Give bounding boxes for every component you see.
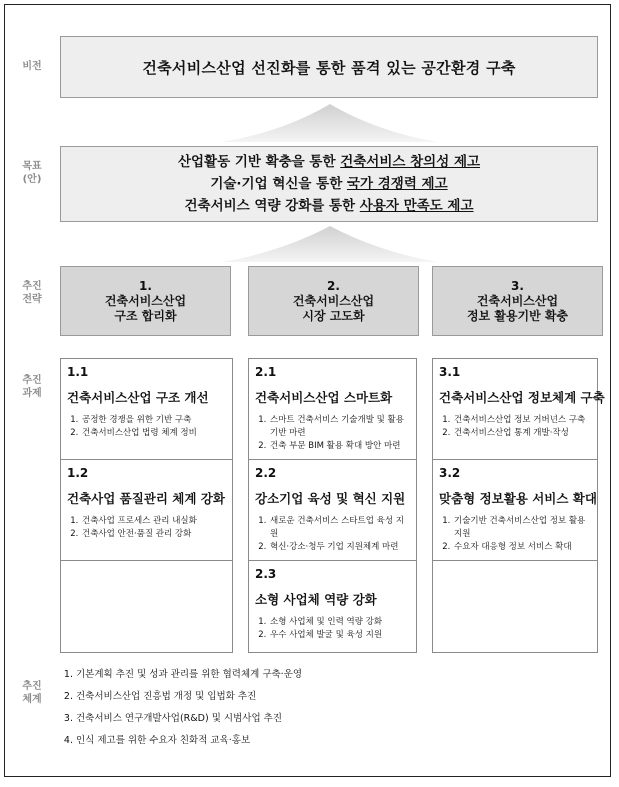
task-empty: [432, 560, 598, 653]
goal-line: 기술·기업 혁신을 통한 국가 경쟁력 제고: [210, 176, 448, 192]
label-strategy: 추진 전략: [22, 281, 42, 305]
system-item: 2. 건축서비스산업 진흥법 개정 및 입법화 추진: [76, 686, 302, 708]
label-vision: 비전: [22, 61, 42, 72]
system-item: 1. 기본계획 추진 및 성과 관리를 위한 협력체계 구축·운영: [76, 664, 302, 686]
system-item: 3. 건축서비스 연구개발사업(R&D) 및 시범사업 추진: [76, 708, 302, 730]
label-goal: 목표 (안): [22, 161, 42, 185]
system-item: 4. 인식 제고를 위한 수요자 친화적 교육·홍보: [76, 730, 302, 752]
vision-box: [60, 36, 598, 98]
strategy-1: 1. 건축서비스산업 구조 합리화: [60, 266, 231, 336]
strategy-2: 2. 건축서비스산업 시장 고도화: [248, 266, 419, 336]
label-system: 추진 체계: [22, 681, 42, 705]
goal-line: 건축서비스 역량 강화를 통한 사용자 만족도 제고: [184, 198, 474, 214]
task-3-1: 3.1 건축서비스산업 정보체계 구축 1. 건축서비스산업 정보 거버넌스 구축 2. 건축서비스산업 통계 개발·작성: [432, 358, 598, 460]
up-arrow-icon: [220, 102, 440, 144]
task-2-2: 2.2 강소기업 육성 및 혁신 지원 1. 새로운 건축서비스 스타트업 육성 지원 2. 혁신·강소·청두 기업 지원체계 마련: [248, 459, 417, 561]
up-arrow-icon: [220, 224, 440, 264]
task-1-2: 1.2 건축사업 품질관리 체계 강화 1. 건축사업 프로세스 관리 내실화 2. 건축사업 안전·품질 관리 강화: [60, 459, 233, 561]
vision-text: 건축서비스산업 선진화를 통한 품격 있는 공간환경 구축: [142, 58, 516, 77]
system-list: [62, 664, 302, 752]
task-2-3: 2.3 소형 사업체 역량 강화 1. 소형 사업체 및 인력 역량 강화 2. 우수 사업체 발굴 및 육성 지원: [248, 560, 417, 653]
task-2-1: 2.1 건축서비스산업 스마트화 1. 스마트 건축서비스 기술개발 및 활용 기반 마련 2. 건축 부문 BIM 활용 확대 방안 마련: [248, 358, 417, 460]
task-1-1: 1.1 건축서비스산업 구조 개선 1. 공정한 경쟁을 위한 기반 구축 2. 건축서비스산업 법령 체계 정비: [60, 358, 233, 460]
task-empty: [60, 560, 233, 653]
goal-line: 산업활동 기반 확충을 통한 건축서비스 창의성 제고: [177, 154, 481, 170]
goals-box: [60, 146, 598, 222]
strategy-3: 3. 건축서비스산업 정보 활용기반 확충: [432, 266, 603, 336]
label-task: 추진 과제: [22, 375, 42, 399]
task-3-2: 3.2 맞춤형 정보활용 서비스 확대 1. 기술기반 건축서비스산업 정보 활용 지원 2. 수요자 대응형 정보 서비스 확대: [432, 459, 598, 561]
